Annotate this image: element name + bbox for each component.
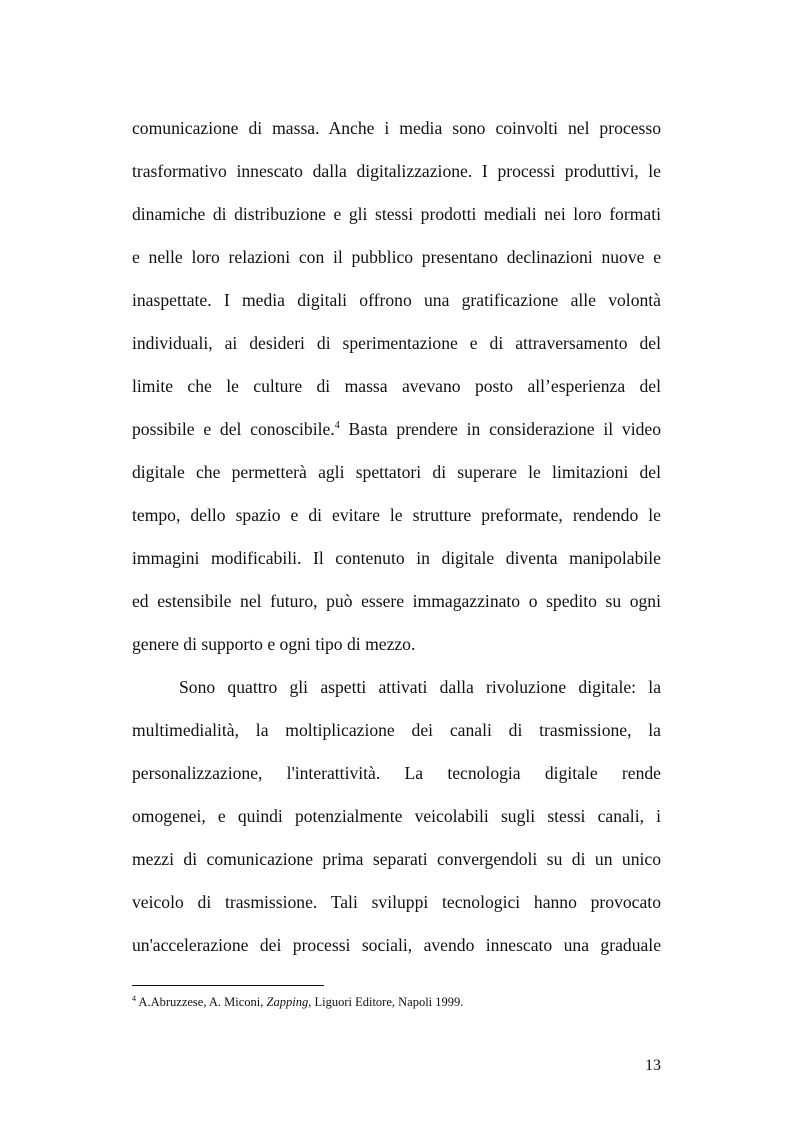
text-line: immagini modificabili. Il contenuto in digitale diventa manipolabile (132, 548, 661, 568)
text-line: multimedialità, la moltiplicazione dei canali di trasmissione, la (132, 720, 661, 740)
text-line: comunicazione di massa. Anche i media sono coinvolti nel processo (132, 118, 661, 138)
text-line: omogenei, e quindi potenzialmente veicolabili sugli stessi canali, i (132, 806, 661, 826)
text-segment: Basta prendere in considerazione il video (339, 419, 661, 439)
text-line-with-footnote-ref (132, 409, 661, 452)
footnote-publisher: Liguori Editore, Napoli 1999. (311, 995, 464, 1009)
footnote (132, 994, 661, 1010)
footnote-number: 4 (132, 993, 136, 1003)
body-text (132, 108, 661, 968)
text-line: digitale che permetterà agli spettatori di superare le limitazioni del (132, 462, 661, 482)
footnote-divider (132, 985, 324, 986)
text-line: ed estensibile nel futuro, può essere immagazzinato o spedito su ogni (132, 591, 661, 611)
text-line: limite che le culture di massa avevano posto all’esperienza del (132, 376, 661, 396)
footnote-reference[interactable]: 4 (334, 420, 340, 432)
text-segment: possibile e del conoscibile. (132, 419, 335, 439)
text-line: trasformativo innescato dalla digitalizzazione. I processi produttivi, le (132, 161, 661, 181)
footnote-title: Zapping, (266, 995, 312, 1009)
text-line: inaspettate. I media digitali offrono una gratificazione alle volontà (132, 290, 661, 310)
footnote-authors: A.Abruzzese, A. Miconi, (136, 995, 267, 1009)
text-line: dinamiche di distribuzione e gli stessi prodotti mediali nei loro formati (132, 204, 661, 224)
text-line: tempo, dello spazio e di evitare le strutture preformate, rendendo le (132, 505, 661, 525)
text-line: veicolo di trasmissione. Tali sviluppi tecnologici hanno provocato (132, 892, 661, 912)
text-line: un'accelerazione dei processi sociali, avendo innescato una graduale (132, 935, 661, 955)
text-line: personalizzazione, l'interattività. La tecnologia digitale rende (132, 763, 661, 783)
text-line: Sono quattro gli aspetti attivati dalla rivoluzione digitale: la (179, 677, 661, 697)
page-number: 13 (645, 1057, 661, 1074)
text-line: mezzi di comunicazione prima separati convergendoli su di un unico (132, 849, 661, 869)
text-line: e nelle loro relazioni con il pubblico presentano declinazioni nuove e (132, 247, 661, 267)
text-line: genere di supporto e ogni tipo di mezzo. (132, 634, 416, 654)
text-line: individuali, ai desideri di sperimentazione e di attraversamento del (132, 333, 661, 353)
